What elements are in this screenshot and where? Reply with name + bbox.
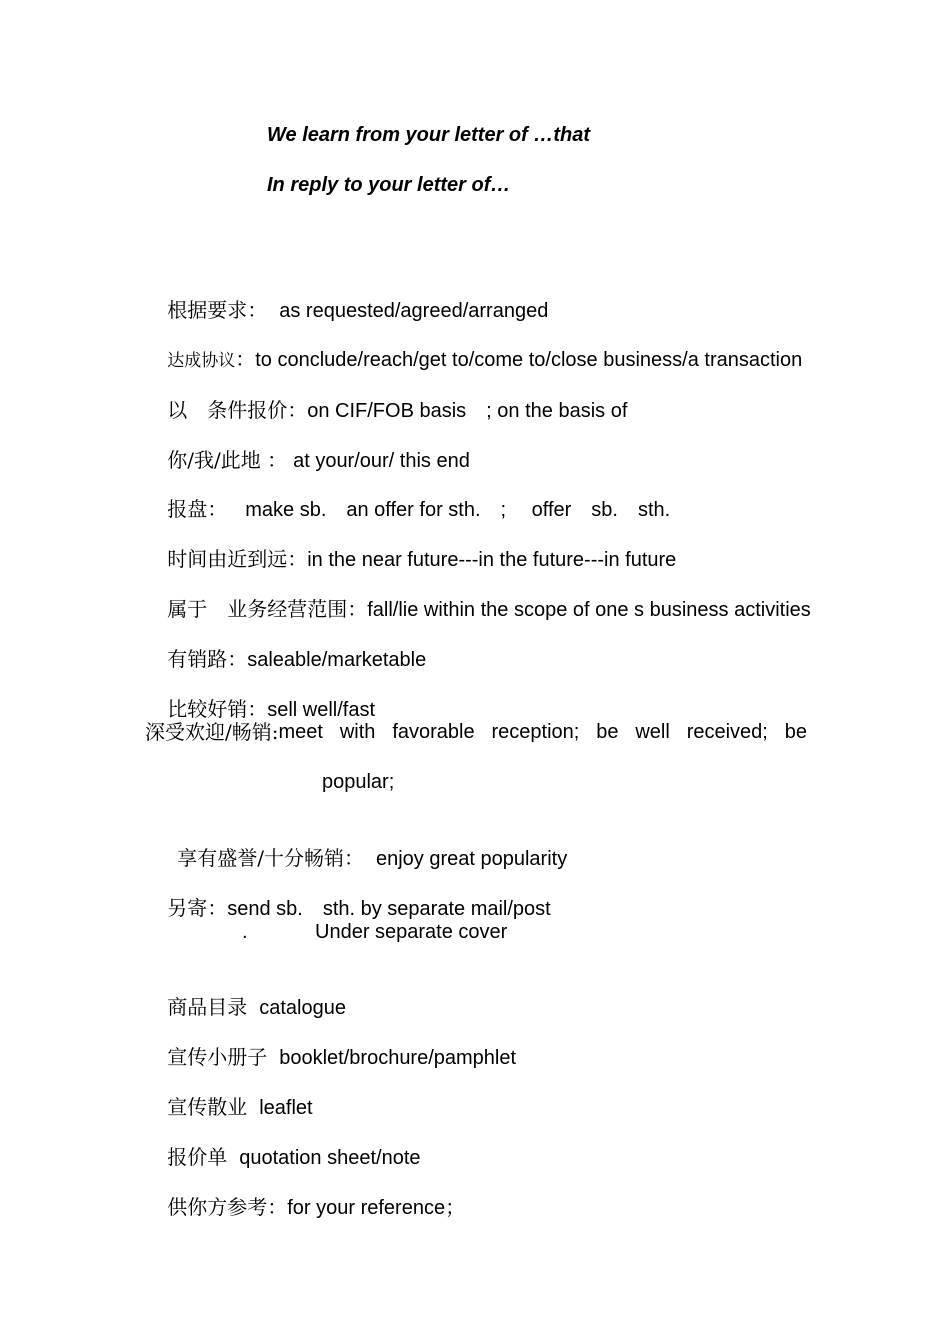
entry-zh: 你/我/此地 ： [167, 448, 288, 472]
entry-zh: 达成协议 [167, 351, 236, 371]
entry-zh: 属于 业务经营范围： [167, 597, 368, 621]
entry-zh: 报盘： [167, 497, 228, 521]
entry-zh: 根据要求： [167, 298, 268, 322]
entry-en [278, 719, 807, 745]
entry-zh: 宣传散业 [167, 1095, 248, 1119]
entry-en: at your/our/ this end [293, 450, 470, 472]
entry-zh: 时间由近到远： [167, 547, 308, 571]
word: received; [686, 721, 768, 743]
heading-line-1: We learn from your letter of …that [267, 124, 591, 146]
entry-zh: 比较好销： [167, 697, 268, 721]
word: with [339, 721, 376, 743]
entry-reference [145, 1168, 465, 1247]
entry-en: leaflet [259, 1097, 313, 1119]
entry-zh: 以 条件报价： [167, 398, 308, 422]
word: meet [278, 721, 323, 743]
heading-line-2: In reply to your letter of… [267, 174, 511, 196]
entry-popular [145, 719, 807, 745]
entry-zh: 报价单 [167, 1145, 228, 1169]
entry-en: in the near future---in the future---in future [307, 549, 677, 571]
entry-popular-continuation: popular; [322, 771, 395, 793]
entry-en: ：to conclude/reach/get to/come to/close business/a transaction [235, 349, 803, 371]
entry-en: for your reference； [287, 1197, 466, 1219]
entry-en: fall/lie within the scope of one s business activities [367, 599, 811, 621]
entry-zh: 另寄： [167, 896, 228, 920]
entry-en: enjoy great popularity [375, 848, 568, 870]
entry-en: as requested/agreed/arranged [279, 300, 549, 322]
entry-en: quotation sheet/note [239, 1147, 421, 1169]
word: be [784, 721, 807, 743]
word: reception; [491, 721, 580, 743]
entry-zh: 有销路： [167, 647, 248, 671]
entry-en: saleable/marketable [247, 649, 427, 671]
entry-separate-dot: . [242, 921, 248, 943]
entry-zh: 供你方参考： [167, 1195, 288, 1219]
entry-en: catalogue [259, 997, 346, 1019]
entry-zh: 享有盛誉/十分畅销： [177, 846, 364, 870]
word: be [596, 721, 619, 743]
word: well [635, 721, 670, 743]
entry-en: sell well/fast [267, 699, 376, 721]
entry-en: booklet/brochure/pamphlet [279, 1047, 517, 1069]
entry-en: on CIF/FOB basis ; on the basis of [307, 400, 628, 422]
entry-zh: 深受欢迎/畅销: [145, 720, 279, 744]
entry-zh: 商品目录 [167, 995, 248, 1019]
entry-zh: 宣传小册子 [167, 1045, 268, 1069]
word: favorable [392, 721, 475, 743]
entry-separate-cover: Under separate cover [315, 921, 508, 943]
entry-en: send sb. sth. by separate mail/post [227, 898, 551, 920]
entry-en: make sb. an offer for sth. ; offer sb. sth. [245, 499, 671, 521]
